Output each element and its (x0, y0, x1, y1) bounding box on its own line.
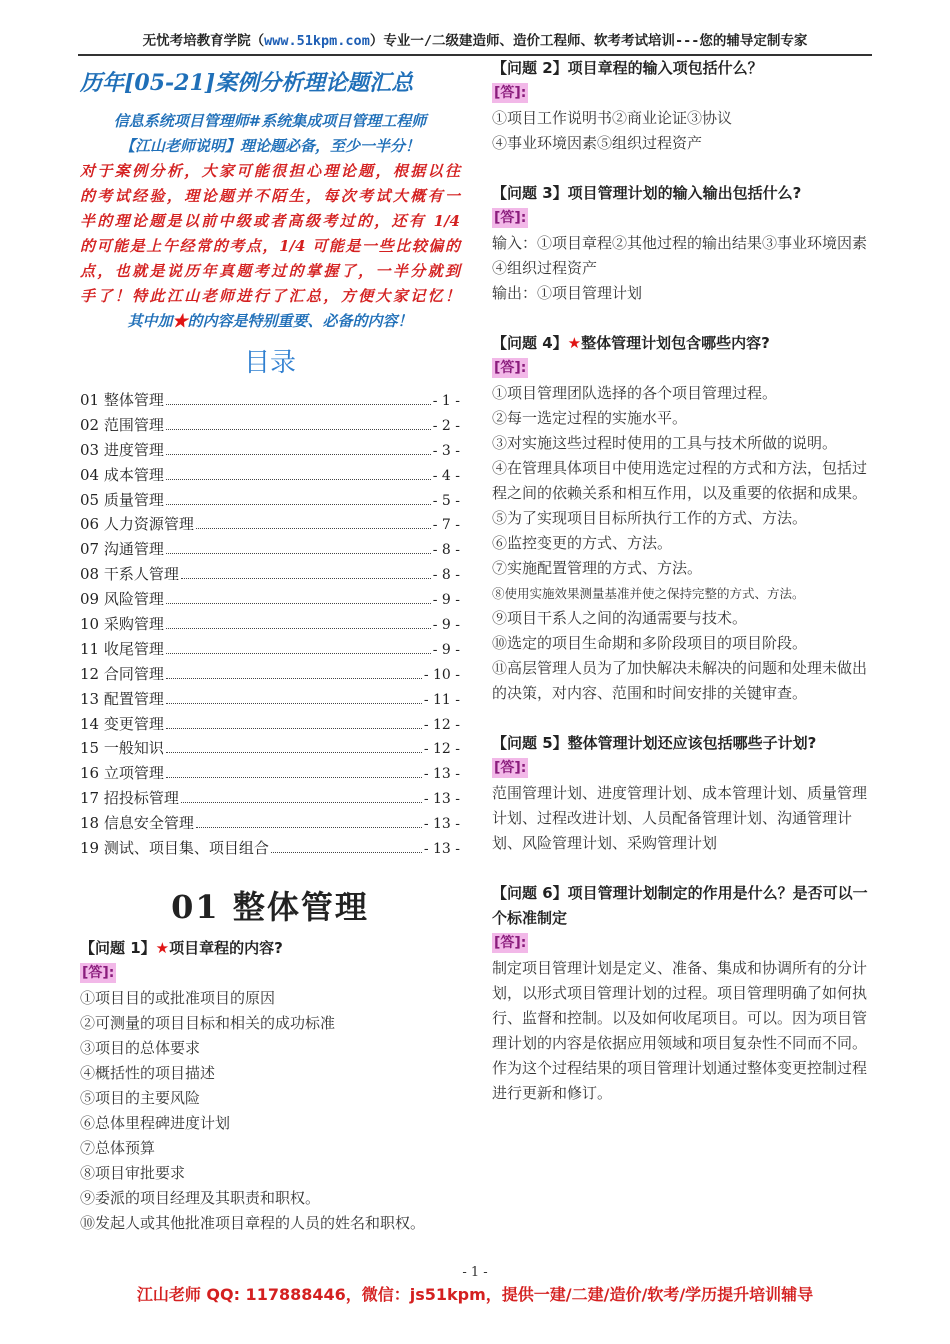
answer-tag: [答]: (494, 360, 527, 376)
answer-item: ⑨项目干系人之间的沟通需要与技术。 (492, 609, 748, 627)
toc-item[interactable]: 04 成本管理 - 4 - (80, 465, 460, 484)
header-url[interactable]: www.51kpm.com (264, 33, 370, 49)
right-column (492, 56, 872, 1106)
intro-subtitle: 信息系统项目管理师#系统集成项目管理工程师 (113, 112, 427, 130)
question-1: 【问题 1】★项目章程的内容? (80, 938, 283, 957)
table-of-contents (80, 389, 460, 862)
page-header (78, 28, 872, 56)
answer-item: ⑩发起人或其他批准项目章程的人员的姓名和职权。 (80, 1213, 426, 1232)
question-3: 【问题 3】项目管理计划的输入输出包括什么? (492, 184, 802, 202)
answer-item: ②每一选定过程的实施水平。 (492, 409, 688, 427)
answer-item: 范围管理计划、进度管理计划、成本管理计划、质量管理计划、过程改进计划、人员配备管理计划、沟通管理计划、风险管理计划、采购管理计划 (492, 784, 868, 852)
answer-item: ③对实施这些过程时使用的工具与技术所做的说明。 (492, 434, 838, 452)
toc-item[interactable]: 08 干系人管理 - 8 - (80, 565, 460, 584)
toc-item[interactable]: 03 进度管理 - 3 - (80, 440, 460, 459)
answer-item: ①项目管理团队选择的各个项目管理过程。 (492, 384, 778, 402)
page-footer: 江山老师 QQ: 117888446，微信：js51kpm，提供一建/二建/造价/软考/学历提升培训辅导 (136, 1285, 814, 1304)
answer-item: 制定项目管理计划是定义、准备、集成和协调所有的分计划，以形式项目管理计划的过程。项目管理明确了如何执行、监督和控制。以及如何收尾项目。可以。因为项目管理计划的内容是依据应用领域和项目复杂性不同而不同。作为这个过程结果的项目管理计划通过整体变更控制过程进行更新和修订。 (492, 959, 868, 1102)
intro-line: 点，也就是说历年真题考过的掌握了，一半分就到 (80, 262, 460, 280)
answer-item: ④概括性的项目描述 (80, 1063, 216, 1082)
answer-item: ⑥监控变更的方式、方法。 (492, 534, 673, 552)
toc-item[interactable]: 02 范围管理 - 2 - (80, 415, 460, 434)
answer-item: ⑥总体里程碑进度计划 (80, 1113, 231, 1132)
answer-1 (80, 986, 460, 1236)
section-title: 01 整体管理 (171, 887, 369, 926)
answer-tag: [答]: (494, 935, 527, 951)
answer-item: ⑦总体预算 (80, 1138, 156, 1157)
intro-line: 的考试经验，理论题并不陌生，每次考试大概有一 (80, 187, 460, 205)
toc-item[interactable]: 15 一般知识 - 12 - (80, 739, 460, 758)
question-4: 【问题 4】★整体管理计划包含哪些内容? (492, 334, 770, 352)
document-title: 历年[05-21]案例分析理论题汇总 (80, 70, 414, 96)
answer-item: ①项目工作说明书②商业论证③协议 (492, 109, 733, 127)
toc-item[interactable]: 01 整体管理 - 1 - (80, 391, 460, 409)
answer-item: ④事业环境因素⑤组织过程资产 (492, 134, 703, 152)
toc-item[interactable]: 07 沟通管理 - 8 - (80, 540, 460, 559)
intro-star-note: 其中加★的内容是特别重要、必备的内容！ (127, 312, 413, 330)
question-6: 【问题 6】项目管理计划制定的作用是什么？是否可以一个标准制定 (492, 884, 868, 927)
toc-item[interactable]: 17 招投标管理 - 13 - (80, 789, 460, 808)
answer-item: ③项目的总体要求 (80, 1038, 201, 1057)
answer-item: ⑦实施配置管理的方式、方法。 (492, 559, 703, 577)
star-icon: ★ (172, 312, 188, 330)
toc-item[interactable]: 06 人力资源管理 - 7 - (80, 515, 460, 534)
toc-item[interactable]: 09 风险管理 - 9 - (80, 590, 460, 609)
toc-item[interactable]: 12 合同管理 - 10 - (80, 664, 460, 683)
answer-tag: [答]: (494, 760, 527, 776)
intro-line: 的可能是上午经常的考点，1/4 可能是一些比较偏的 (80, 237, 460, 255)
intro-teacher-note: 【江山老师说明】理论题必备，至少一半分！ (119, 137, 420, 155)
intro-line: 对于案例分析，大家可能很担心理论题，根据以往 (80, 162, 460, 180)
toc-item[interactable]: 19 测试、项目集、项目组合 - 13 - (80, 839, 460, 858)
header-org: 无忧考培教育学院（ (142, 33, 265, 49)
answer-item: ⑩选定的项目生命期和多阶段项目的项目阶段。 (492, 634, 808, 652)
answer-item: ⑤为了实现项目目标所执行工作的方式、方法。 (492, 509, 808, 527)
intro-line: 半的理论题是以前中级或者高级考过的，还有 1/4 (80, 212, 460, 230)
answer-item: ①项目目的或批准项目的原因 (80, 988, 276, 1007)
star-icon: ★ (155, 938, 170, 957)
answer-tag: [答]: (494, 210, 527, 226)
toc-title: 目录 (243, 348, 296, 378)
page-number: - 1 - (462, 1265, 488, 1280)
toc-item[interactable]: 11 收尾管理 - 9 - (80, 639, 460, 658)
answer-tag: [答]: (494, 85, 527, 101)
answer-item: ④在管理具体项目中使用选定过程的方式和方法，包括过程之间的依赖关系和相互作用，以及重要的依据和成果。 (492, 459, 868, 502)
question-5: 【问题 5】整体管理计划还应该包括哪些子计划? (492, 734, 817, 752)
answer-tag: [答]: (82, 964, 115, 981)
question-2: 【问题 2】项目章程的输入项包括什么？ (492, 59, 763, 77)
intro-line: 手了！特此江山老师进行了汇总，方便大家记忆！ (80, 287, 460, 305)
toc-item[interactable]: 05 质量管理 - 5 - (80, 490, 460, 509)
answer-item: ⑨委派的项目经理及其职责和职权。 (80, 1188, 321, 1207)
answer-item: ⑤项目的主要风险 (80, 1088, 201, 1107)
intro-body (80, 159, 460, 309)
answer-item: 输入：①项目章程②其他过程的输出结果③事业环境因素④组织过程资产 (492, 234, 868, 277)
answer-item: ⑪高层管理人员为了加快解决未解决的问题和处理未做出的决策，对内容、范围和时间安排的关键审查。 (492, 659, 868, 702)
toc-item[interactable]: 13 配置管理 - 11 - (80, 689, 460, 708)
toc-item[interactable]: 18 信息安全管理 - 13 - (80, 814, 460, 833)
toc-item[interactable]: 16 立项管理 - 13 - (80, 764, 460, 783)
toc-item[interactable]: 14 变更管理 - 12 - (80, 714, 460, 733)
star-icon: ★ (567, 334, 582, 352)
answer-item: 输出：①项目管理计划 (492, 284, 643, 302)
answer-item: ⑧项目审批要求 (80, 1163, 186, 1182)
header-slogan: ）专业一/二级建造师、造价工程师、软考考试培训---您的辅导定制专家 (369, 33, 808, 49)
left-column (80, 60, 460, 1236)
toc-item[interactable]: 10 采购管理 - 9 - (80, 615, 460, 634)
answer-item: ⑧使用实施效果测量基准并使之保持完整的方式、方法。 (492, 586, 805, 601)
answer-item: ②可测量的项目目标和相关的成功标准 (80, 1013, 336, 1032)
